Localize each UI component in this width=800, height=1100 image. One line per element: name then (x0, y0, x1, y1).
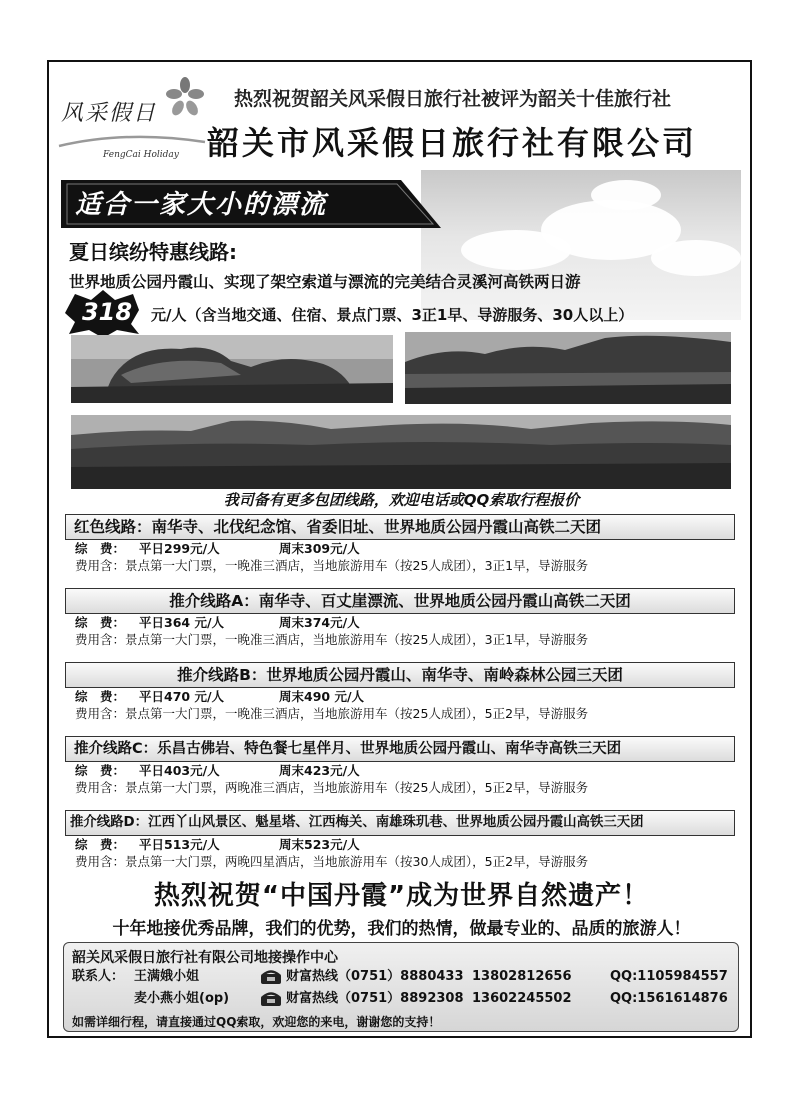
weekday-price: 平日403元/人 (139, 763, 220, 778)
photo-danxia-left (71, 335, 393, 403)
price-value: 318 (81, 298, 133, 326)
weekend-price: 周末374元/人 (279, 615, 360, 630)
route-card-a (65, 588, 735, 648)
price-label: 综 费： (75, 837, 126, 852)
fee-detail: 景点第一大门票，一晚准三酒店，当地旅游用车（按25人成团），5正2早，导游服务 (125, 706, 589, 721)
route-fee-row (65, 557, 735, 574)
flower-logo-icon (165, 76, 205, 120)
route-price-row (65, 836, 735, 853)
weekday-price: 平日513元/人 (139, 837, 220, 852)
weekday-price: 平日364 元/人 (139, 615, 225, 630)
route-fee-row (65, 705, 735, 722)
fee-detail: 景点第一大门票，两晚准三酒店，当地旅游用车（按25人成团），5正2早，导游服务 (125, 780, 589, 795)
mobile[interactable]: 13802812656 (472, 969, 572, 984)
price-detail: 元/人（含当地交通、住宿、景点门票、3正1早、导游服务、30人以上） (151, 306, 634, 324)
route-fee-row (65, 853, 735, 870)
featured-route: 世界地质公园丹霞山、实现了架空索道与漂流的完美结合灵溪河高铁两日游 (69, 273, 581, 291)
fee-label: 费用含： (75, 854, 126, 869)
banner-text: 适合一家大小的漂流 (75, 190, 328, 220)
fee-detail: 景点第一大门票，两晚四星酒店，当地旅游用车（按30人成团），5正2早，导游服务 (125, 854, 589, 869)
company-name: 韶关市风采假日旅行社有限公司 (207, 124, 698, 162)
logo-subtext: FengCai Holiday (103, 150, 179, 160)
photo-danxia-river (405, 332, 731, 404)
swoosh-icon (57, 134, 207, 150)
header-congrats: 热烈祝贺韶关风采假日旅行社被评为韶关十佳旅行社 (234, 88, 672, 110)
fee-label: 费用含： (75, 706, 126, 721)
route-title: 推介线路B：世界地质公园丹霞山、南华寺、南岭森林公园三天团 (65, 662, 735, 688)
contact-row (72, 989, 732, 1009)
fee-label: 费用含： (75, 780, 126, 795)
route-title: 推介线路A：南华寺、百丈崖漂流、世界地质公园丹霞山高铁二天团 (65, 588, 735, 614)
route-card-d (65, 810, 735, 870)
price-label: 综 费： (75, 689, 126, 704)
company-logo (57, 72, 207, 162)
contact-row (72, 967, 732, 987)
route-title: 推介线路D：江西丫山风景区、魁星塔、江西梅关、南雄珠玑巷、世界地质公园丹霞山高铁三天团 (65, 810, 735, 836)
mobile[interactable]: 13602245502 (472, 991, 572, 1006)
fee-label: 费用含： (75, 632, 126, 647)
fee-detail: 景点第一大门票，一晚准三酒店，当地旅游用车（按25人成团），3正1早，导游服务 (125, 558, 589, 573)
route-price-row (65, 540, 735, 557)
route-card-c (65, 736, 735, 796)
weekend-price: 周末523元/人 (279, 837, 360, 852)
phone-icon (260, 970, 282, 984)
weekend-price: 周末309元/人 (279, 541, 360, 556)
summer-title: 夏日缤纷特惠线路: (69, 240, 237, 264)
weekend-price: 周末423元/人 (279, 763, 360, 778)
route-price-row (65, 688, 735, 705)
route-title: 推介线路C：乐昌古佛岩、特色餐七星伴月、世界地质公园丹霞山、南华寺高铁三天团 (65, 736, 735, 762)
fee-label: 费用含： (75, 558, 126, 573)
route-title: 红色线路：南华寺、北伐纪念馆、省委旧址、世界地质公园丹霞山高铁二天团 (65, 514, 735, 540)
photo-danxia-panorama (71, 415, 731, 489)
price-label: 综 费： (75, 763, 126, 778)
qq-number[interactable]: QQ:1105984557 (610, 969, 728, 984)
weekday-price: 平日299元/人 (139, 541, 220, 556)
fee-detail: 景点第一大门票，一晚准三酒店，当地旅游用车（按25人成团），3正1早，导游服务 (125, 632, 589, 647)
more-routes-slogan: 我司备有更多包团线路，欢迎电话或QQ索取行程报价 (223, 491, 580, 509)
brand-slogan: 十年地接优秀品牌，我们的优势，我们的热情，做最专业的、品质的旅游人！ (112, 919, 691, 939)
hotline[interactable]: 财富热线（0751）8892308 (286, 991, 464, 1006)
contact-box (63, 942, 739, 1032)
weekday-price: 平日470 元/人 (139, 689, 225, 704)
weekend-price: 周末490 元/人 (279, 689, 365, 704)
contact-title: 韶关风采假日旅行社有限公司地接操作中心 (72, 950, 338, 966)
qq-number[interactable]: QQ:1561614876 (610, 991, 728, 1006)
sky-image (421, 170, 741, 320)
route-fee-row (65, 779, 735, 796)
contact-footer: 如需详细行程，请直接通过QQ索取，欢迎您的来电，谢谢您的支持！ (72, 1015, 441, 1029)
hotline[interactable]: 财富热线（0751）8880433 (286, 969, 464, 984)
logo-text: 风采假日 (61, 101, 158, 126)
contact-name: 王满娥小姐 (134, 969, 200, 984)
route-price-row (65, 762, 735, 779)
route-price-row (65, 614, 735, 631)
price-label: 综 费： (75, 541, 126, 556)
phone-icon (260, 992, 282, 1006)
flyer (47, 60, 752, 1038)
route-card-b (65, 662, 735, 722)
contact-name: 麦小燕小姐(op) (134, 991, 230, 1006)
contact-label: 联系人： (72, 969, 125, 984)
route-card-red (65, 514, 735, 574)
promo-section (61, 170, 741, 490)
price-label: 综 费： (75, 615, 126, 630)
world-heritage-congrats: 热烈祝贺“中国丹霞”成为世界自然遗产！ (153, 881, 650, 911)
route-fee-row (65, 631, 735, 648)
